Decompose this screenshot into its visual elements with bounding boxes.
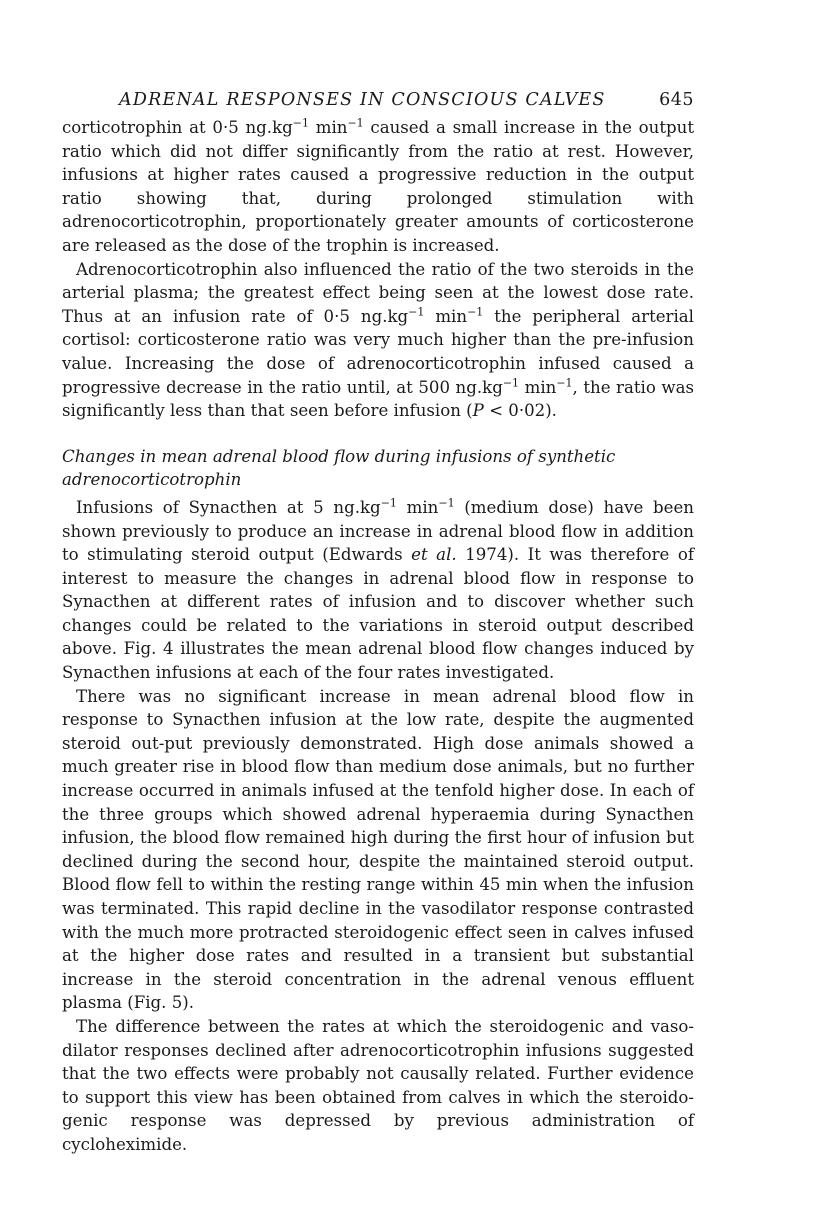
paragraph-2: Adrenocorticotrophin also influenced the ratio of the two steroids in the arterial plasma; the greatest effect being seen at the lowest dose rate. Thus at an infusion rate of 0·5 $ng.kg^{-1}$ $\min^{-1}$ the peripheral arterial cortisol: corticosterone ratio was very much higher than the pre-infusion value. Increasing the dose of adrenocorticotrophin infused caused a progressive decrease in the ratio until, at 500 $ng.kg^{-1}$ $\min^{-1}$, the ratio was significantly less than that seen before infusion (P < 0·02). bbox=[62, 259, 694, 421]
section-heading: Changes in mean adrenal blood flow during infusions of synthetic adrenocorticotrophin bbox=[62, 446, 616, 490]
running-head-title: ADRENAL RESPONSES IN CONSCIOUS CALVES bbox=[119, 90, 606, 110]
page-number: 645 bbox=[659, 90, 694, 110]
paragraph-3: Infusions of Synacthen at 5 $ng.kg^{-1}$ $\min^{-1}$ (medium dose) have been shown previously to produce an increase in adrenal blood flow in addition to stimulating steroid output (Edwards et al. 1974). It was therefore of interest to measure the changes in adrenal blood flow in response to Synacthen at different rates of infusion and to discover whether such changes could be related to the variations in steroid output described above. Fig. 4 illustrates the mean adrenal blood flow changes induced by Synacthen infusions at each of the four rates investigated. bbox=[62, 496, 694, 683]
paragraph-4: There was no significant increase in mean adrenal blood flow in response to Synacthen infusion at the low rate, despite the augmented steroid out-put previously demonstrated. High dose animals showed a much greater rise in blood flow than medium dose animals, but no further increase occurred in animals infused at the tenfold higher dose. In each of the three groups which showed adrenal hyperaemia during Synacthen infusion, the blood flow remained high during the first hour of infusion but declined during the second hour, despite the maintained steroid output. Blood flow fell to within the resting range within 45 min when the infusion was terminated. This rapid decline in the vasodilator response contrasted with the much more protracted steroidogenic effect seen in calves infused at the higher dose rates and resulted in a transient but substantial increase in the steroid concentration in the adrenal venous effluent plasma (Fig. 5). bbox=[62, 686, 694, 1013]
running-head bbox=[62, 86, 694, 116]
journal-page bbox=[62, 86, 694, 1157]
paragraph-1: corticotrophin at 0·5 $ng.kg^{-1}$ $\min^{-1}$ caused a small increase in the output ratio which did not differ significantly from the ratio at rest. However, infusions at higher rates caused a progressive reduction in the output ratio showing that, during prolonged stimulation with adrenocorticotrophin, proportionately greater amounts of corticosterone are released as the dose of the trophin is increased. bbox=[62, 116, 695, 255]
paragraph-5: The difference between the rates at which the steroidogenic and vaso-dilator responses declined after adrenocorticotrophin infusions suggested that the two effects were probably not causally related. Further evidence to support this view has been obtained from calves in which the steroido-genic response was depressed by previous administration of cycloheximide. bbox=[62, 1016, 694, 1154]
